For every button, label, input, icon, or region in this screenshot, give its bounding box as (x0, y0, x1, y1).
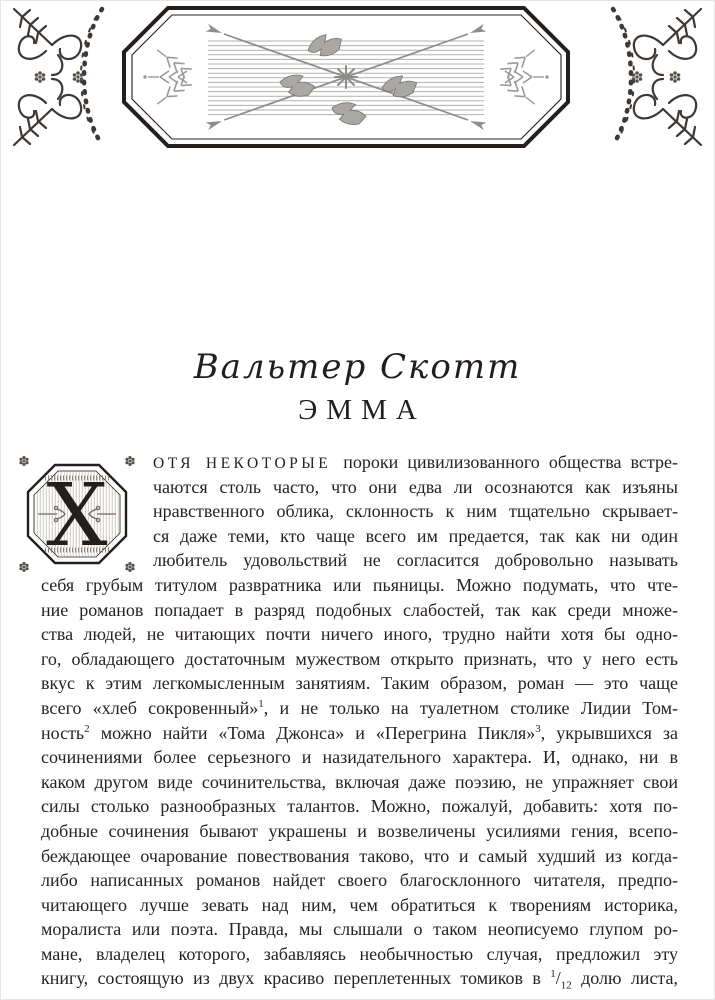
text-segment: любитель удовольствий не согласится добровольно называть (153, 550, 678, 571)
text-segment: можно найти «Тома Джонса» и «Перегрина Пикля» (89, 722, 536, 743)
text-segment: моралиста или поэта. Правда, мы слышали о таком неописуемо глупом ро- (41, 919, 678, 940)
text-segment: сочинениями более серьезного и назидательного характера. И, однако, ни в (41, 747, 678, 768)
text-line (41, 819, 678, 844)
text-segment: всего «хлеб сокровенный» (41, 697, 259, 718)
text-line (41, 966, 678, 991)
text-segment: долю листа, (571, 968, 679, 989)
text-line (41, 622, 678, 647)
text-segment: ние романов попадает в разряд подобных слабостей, так как среди множе- (41, 599, 678, 620)
text-segment: беждающее очарование повествования таково, что и самый худший из когда- (41, 845, 678, 866)
text-line (41, 647, 678, 672)
text-line (41, 868, 678, 893)
text-segment: себя грубым титулом развратника или пьяницы. Можно подумать, что чте- (41, 574, 678, 595)
text-segment: ОТЯ НЕКОТОРЫЕ (153, 455, 344, 472)
text-line (41, 794, 678, 819)
floral-ornament-right-icon (597, 3, 709, 151)
floral-ornament-left-icon (6, 3, 118, 151)
text-segment: чаются столь часто, что они едва ли осознаются как изъяны (153, 476, 678, 497)
text-segment: каком другом виде сочинительства, включая даже поэзию, не упражняет свои (41, 771, 678, 792)
star-icon (335, 66, 357, 88)
text-line (41, 770, 678, 795)
text-segment: нравственного облика, склонность к ним тщательно скрывает- (153, 501, 678, 522)
text-segment: 3 (535, 722, 541, 735)
text-segment: , и не только на туалетном столике Лидии Том- (263, 697, 678, 718)
text-segment: силы столько разнообразных талантов. Можно, пожалуй, добавить: хотя по- (41, 796, 678, 817)
header-ornament-band (1, 1, 714, 153)
text-segment: го, обладающего достаточным мужеством открыто признать, что у него есть (41, 648, 678, 669)
body-paragraph (41, 450, 678, 991)
book-title: ЭММА (298, 394, 426, 426)
text-segment: читающего лучше зевать над ним, чем обратиться к творениям историка, (41, 894, 678, 915)
text-line (41, 745, 678, 770)
text-line (41, 917, 678, 942)
book-author: Вальтер Скотт (193, 347, 522, 387)
text-line (41, 893, 678, 918)
text-line (41, 573, 678, 598)
text-segment: мане, владелец которого, забавляясь необычностью случая, предложил эту (41, 943, 678, 964)
title-block (1, 347, 714, 427)
text-segment: 2 (84, 722, 90, 735)
text-segment: вкус к этим легкомысленным занятиям. Таким образом, роман — это чаще (41, 673, 678, 694)
text-segment: пороки цивилизованного общества встре- (343, 452, 678, 472)
text-segment: ность (41, 722, 85, 743)
text-segment: ства людей, не читающих почти ничего иного, трудно найти хотя бы одно- (41, 624, 678, 645)
dropcap (15, 452, 139, 572)
text-line (41, 942, 678, 967)
text-line (41, 721, 678, 746)
text-line (41, 844, 678, 869)
text-segment: 12 (560, 980, 572, 993)
text-segment: , укрывшихся за (540, 722, 678, 743)
dropcap-frame-icon (15, 452, 139, 576)
text-segment: 1 (258, 697, 264, 710)
text-segment: либо написанных романов найдет своего благосклонного читателя, предпо- (41, 870, 678, 891)
text-line (41, 598, 678, 623)
header-banner-icon (120, 4, 572, 150)
dropcap-letter: Х (46, 466, 108, 566)
text-segment: ся даже теми, кто чаще всего им предается, так как ни один (153, 525, 678, 546)
text-segment: / (555, 968, 561, 989)
chevron-burst-left-icon (143, 45, 191, 109)
chevron-burst-right-icon (500, 45, 548, 109)
text-segment: книгу, состоящую из двух красиво переплетенных томиков в (41, 968, 551, 989)
text-segment: добные сочинения бывают украшены и возвеличены усилиями гения, всепо- (41, 820, 678, 841)
text-line (41, 671, 678, 696)
text-line (41, 696, 678, 721)
text-segment: 1 (550, 968, 556, 981)
